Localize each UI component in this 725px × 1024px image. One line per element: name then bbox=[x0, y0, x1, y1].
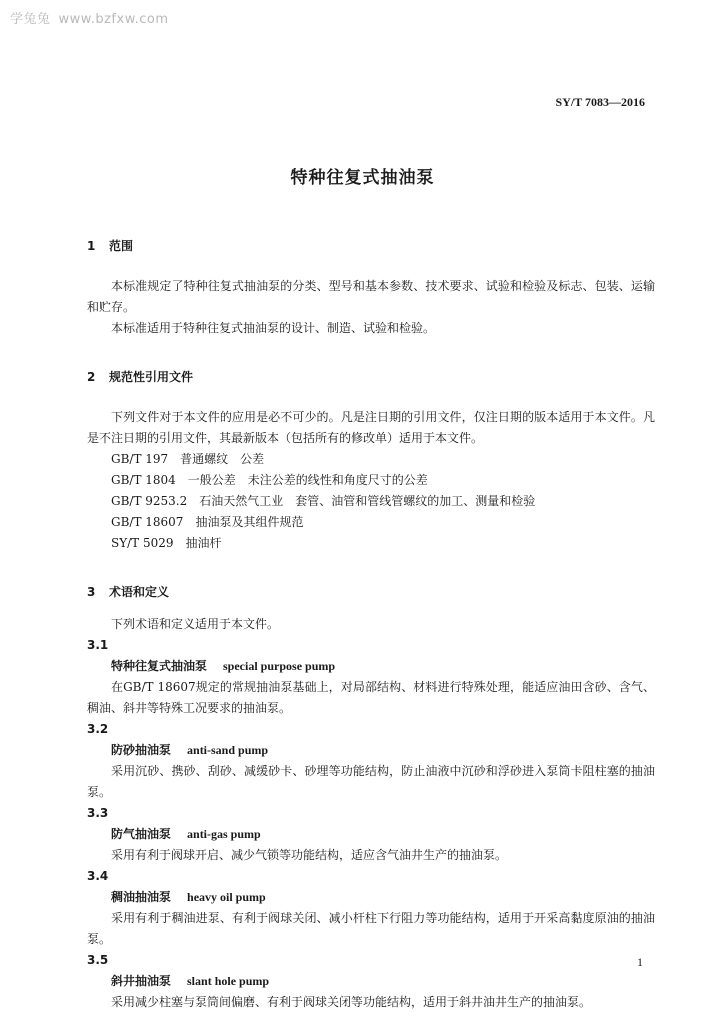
term-chinese: 防气抽油泵 bbox=[111, 827, 172, 841]
section-number: 1 bbox=[87, 239, 96, 253]
term-english: heavy oil pump bbox=[187, 890, 266, 904]
term-english: special purpose pump bbox=[223, 659, 336, 673]
clause-number: 3.3 bbox=[87, 806, 109, 820]
term-english: anti-sand pump bbox=[187, 743, 269, 757]
document-body bbox=[87, 238, 655, 1013]
term-chinese: 稠油抽油泵 bbox=[111, 890, 172, 904]
clause-number: 3.4 bbox=[87, 869, 109, 883]
clause-number: 3.5 bbox=[87, 953, 109, 967]
term-chinese: 防砂抽油泵 bbox=[111, 743, 172, 757]
section-number: 3 bbox=[87, 585, 96, 599]
term-definition: 采用有利于阀球开启、减少气锁等功能结构，适应含气油井生产的抽油泵。 bbox=[111, 848, 508, 862]
term-english: anti-gas pump bbox=[187, 827, 261, 841]
clause-number: 3.2 bbox=[87, 722, 109, 736]
term-definition: 采用沉砂、携砂、刮砂、减缓砂卡、砂埋等功能结构，防止油液中沉砂和浮砂进入泵筒卡阻柱塞的抽油泵。 bbox=[87, 764, 655, 799]
paragraph: 本标准适用于特种往复式抽油泵的设计、制造、试验和检验。 bbox=[111, 321, 436, 335]
standard-number: SY/T 7083—2016 bbox=[555, 95, 645, 109]
paragraph: 下列术语和定义适用于本文件。 bbox=[111, 617, 280, 631]
term-heading bbox=[87, 970, 655, 992]
document-title: 特种往复式抽油泵 bbox=[290, 168, 435, 188]
reference-item: GB/T 1804 一般公差 未注公差的线性和角度尺寸的公差 bbox=[111, 473, 428, 487]
term-heading bbox=[87, 739, 655, 761]
section-title: 术语和定义 bbox=[109, 585, 170, 599]
section-heading-2 bbox=[87, 369, 655, 385]
paragraph: 本标准规定了特种往复式抽油泵的分类、型号和基本参数、技术要求、试验和检验及标志、包装、运输和贮存。 bbox=[87, 279, 655, 314]
term-heading bbox=[87, 655, 655, 677]
term-heading bbox=[87, 886, 655, 908]
term-heading bbox=[87, 823, 655, 845]
reference-item: GB/T 18607 抽油泵及其组件规范 bbox=[111, 515, 304, 529]
reference-item: GB/T 9253.2 石油天然气工业 套管、油管和管线管螺纹的加工、测量和检验 bbox=[111, 494, 536, 508]
watermark-site: 学兔兔 bbox=[10, 12, 51, 27]
watermark bbox=[10, 8, 169, 27]
section-number: 2 bbox=[87, 370, 96, 384]
page-number: 1 bbox=[637, 955, 643, 969]
term-english: slant hole pump bbox=[187, 974, 270, 988]
clause-number: 3.1 bbox=[87, 638, 109, 652]
reference-item: SY/T 5029 抽油杆 bbox=[111, 536, 222, 550]
paragraph: 下列文件对于本文件的应用是必不可少的。凡是注日期的引用文件，仅注日期的版本适用于本文件。凡是不注日期的引用文件，其最新版本（包括所有的修改单）适用于本文件。 bbox=[87, 410, 655, 445]
section-title: 范围 bbox=[109, 239, 134, 253]
term-chinese: 特种往复式抽油泵 bbox=[111, 659, 208, 673]
term-definition: 在GB/T 18607规定的常规抽油泵基础上，对局部结构、材料进行特殊处理，能适应油田含砂、含气、稠油、斜井等特殊工况要求的抽油泵。 bbox=[87, 680, 655, 715]
section-heading-1 bbox=[87, 238, 655, 254]
term-chinese: 斜井抽油泵 bbox=[111, 974, 172, 988]
section-title: 规范性引用文件 bbox=[109, 370, 194, 384]
term-definition: 采用有利于稠油进泵、有利于阀球关闭、减小杆柱下行阻力等功能结构，适用于开采高黏度原油的抽油泵。 bbox=[87, 911, 655, 946]
watermark-url: www.bzfxw.com bbox=[58, 12, 169, 27]
reference-item: GB/T 197 普通螺纹 公差 bbox=[111, 452, 265, 466]
section-heading-3 bbox=[87, 584, 655, 600]
term-definition: 采用减少柱塞与泵筒间偏磨、有利于阀球关闭等功能结构，适用于斜井油井生产的抽油泵。 bbox=[111, 995, 592, 1009]
